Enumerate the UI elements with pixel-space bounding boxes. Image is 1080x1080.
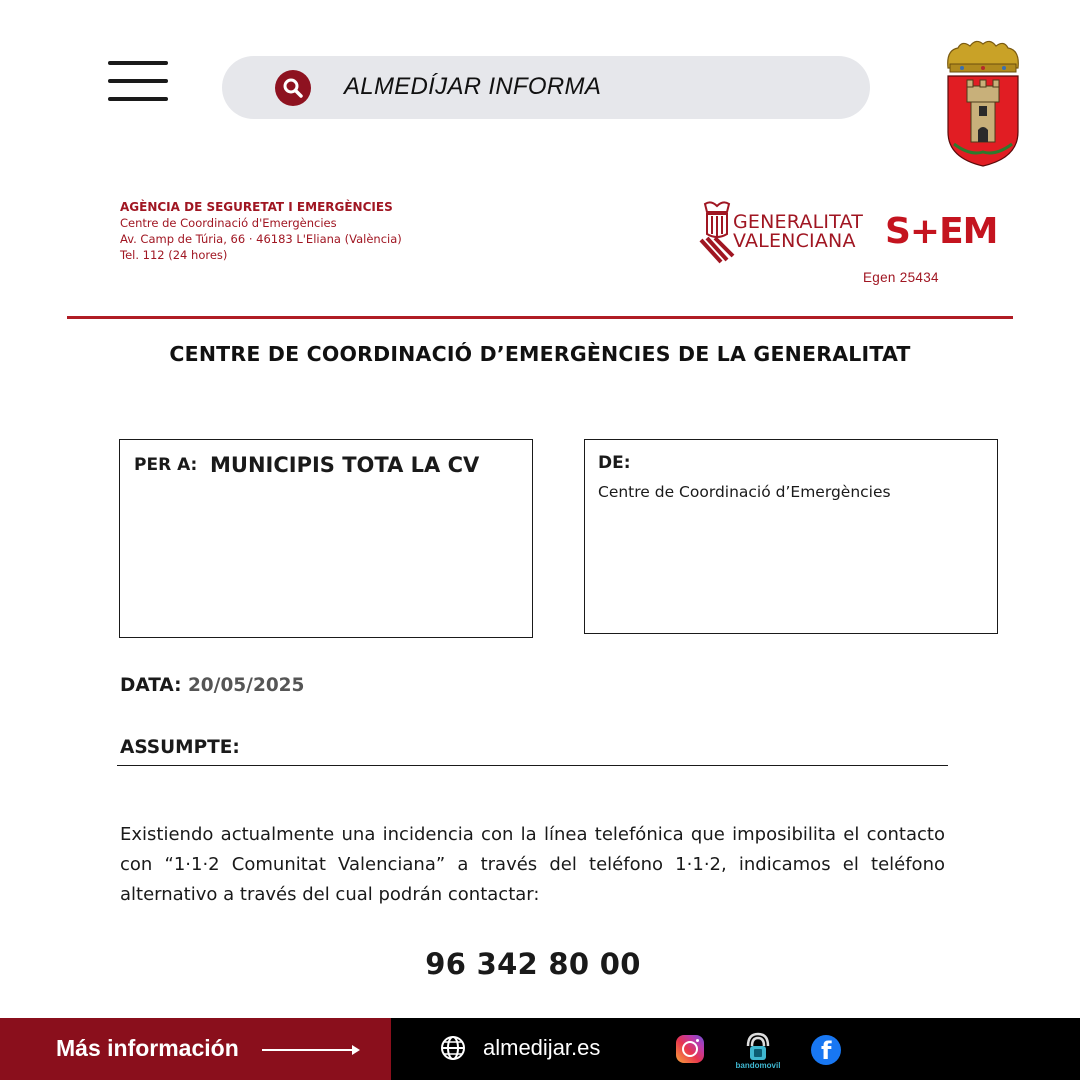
page-title: CENTRE DE COORDINACIÓ D’EMERGÈNCIES DE LA GENERALITAT — [169, 342, 911, 366]
sender-box — [584, 439, 998, 634]
instagram-icon[interactable] — [676, 1035, 704, 1063]
bandomovil-icon[interactable] — [726, 1028, 790, 1074]
recipient-label: PER A: — [134, 455, 198, 475]
header-divider — [67, 316, 1013, 319]
search-bar[interactable] — [222, 56, 870, 119]
alternative-phone: 96 342 80 00 — [425, 947, 641, 981]
arrow-right-icon — [262, 1049, 358, 1051]
sem-logo: S+EM — [885, 211, 998, 252]
agency-address: Av. Camp de Túria, 66 · 46183 L'Eliana (València) — [120, 232, 402, 246]
recipient-box — [119, 439, 533, 638]
more-info-label[interactable]: Más información — [56, 1035, 239, 1061]
date-label: DATA: — [120, 675, 182, 696]
website-link[interactable]: almedijar.es — [483, 1035, 601, 1060]
generalitat-line2: VALENCIANA — [733, 230, 856, 252]
search-text: ALMEDÍJAR INFORMA — [344, 73, 602, 100]
subject-label: ASSUMPTE: — [120, 737, 240, 758]
generalitat-line1: GENERALITAT — [733, 211, 864, 233]
sender-value: Centre de Coordinació d’Emergències — [598, 483, 891, 501]
agency-phone: Tel. 112 (24 hores) — [120, 248, 228, 262]
recipient-value: MUNICIPIS TOTA LA CV — [210, 453, 480, 477]
bandomovil-label: bandomovil — [735, 1061, 781, 1070]
body-paragraph: Existiendo actualmente una incidencia con la línea telefónica que imposibilita el contacto con “1·1·2 Comunitat Valenciana” a través del teléfono 1·1·2, indicamos el teléfono alternativo a través del cual podrán contactar: — [120, 824, 945, 905]
footer-bar — [0, 1018, 1080, 1080]
facebook-icon[interactable]: f — [811, 1035, 841, 1065]
search-icon[interactable] — [275, 70, 311, 106]
globe-icon — [440, 1035, 466, 1061]
subject-divider — [117, 765, 948, 766]
agency-header — [120, 199, 402, 263]
generalitat-logo — [697, 200, 737, 266]
sender-label: DE: — [598, 453, 631, 473]
menu-icon[interactable] — [108, 61, 168, 103]
coat-of-arms-logo — [940, 40, 1026, 170]
more-info-panel[interactable] — [0, 1018, 391, 1080]
agency-center: Centre de Coordinació d'Emergències — [120, 216, 337, 230]
date-row — [120, 675, 304, 696]
date-value: 20/05/2025 — [187, 675, 305, 696]
egen-code: Egen 25434 — [863, 270, 939, 285]
agency-name: AGÈNCIA DE SEGURETAT I EMERGÈNCIES — [120, 200, 393, 214]
generalitat-wordmark — [733, 213, 863, 251]
